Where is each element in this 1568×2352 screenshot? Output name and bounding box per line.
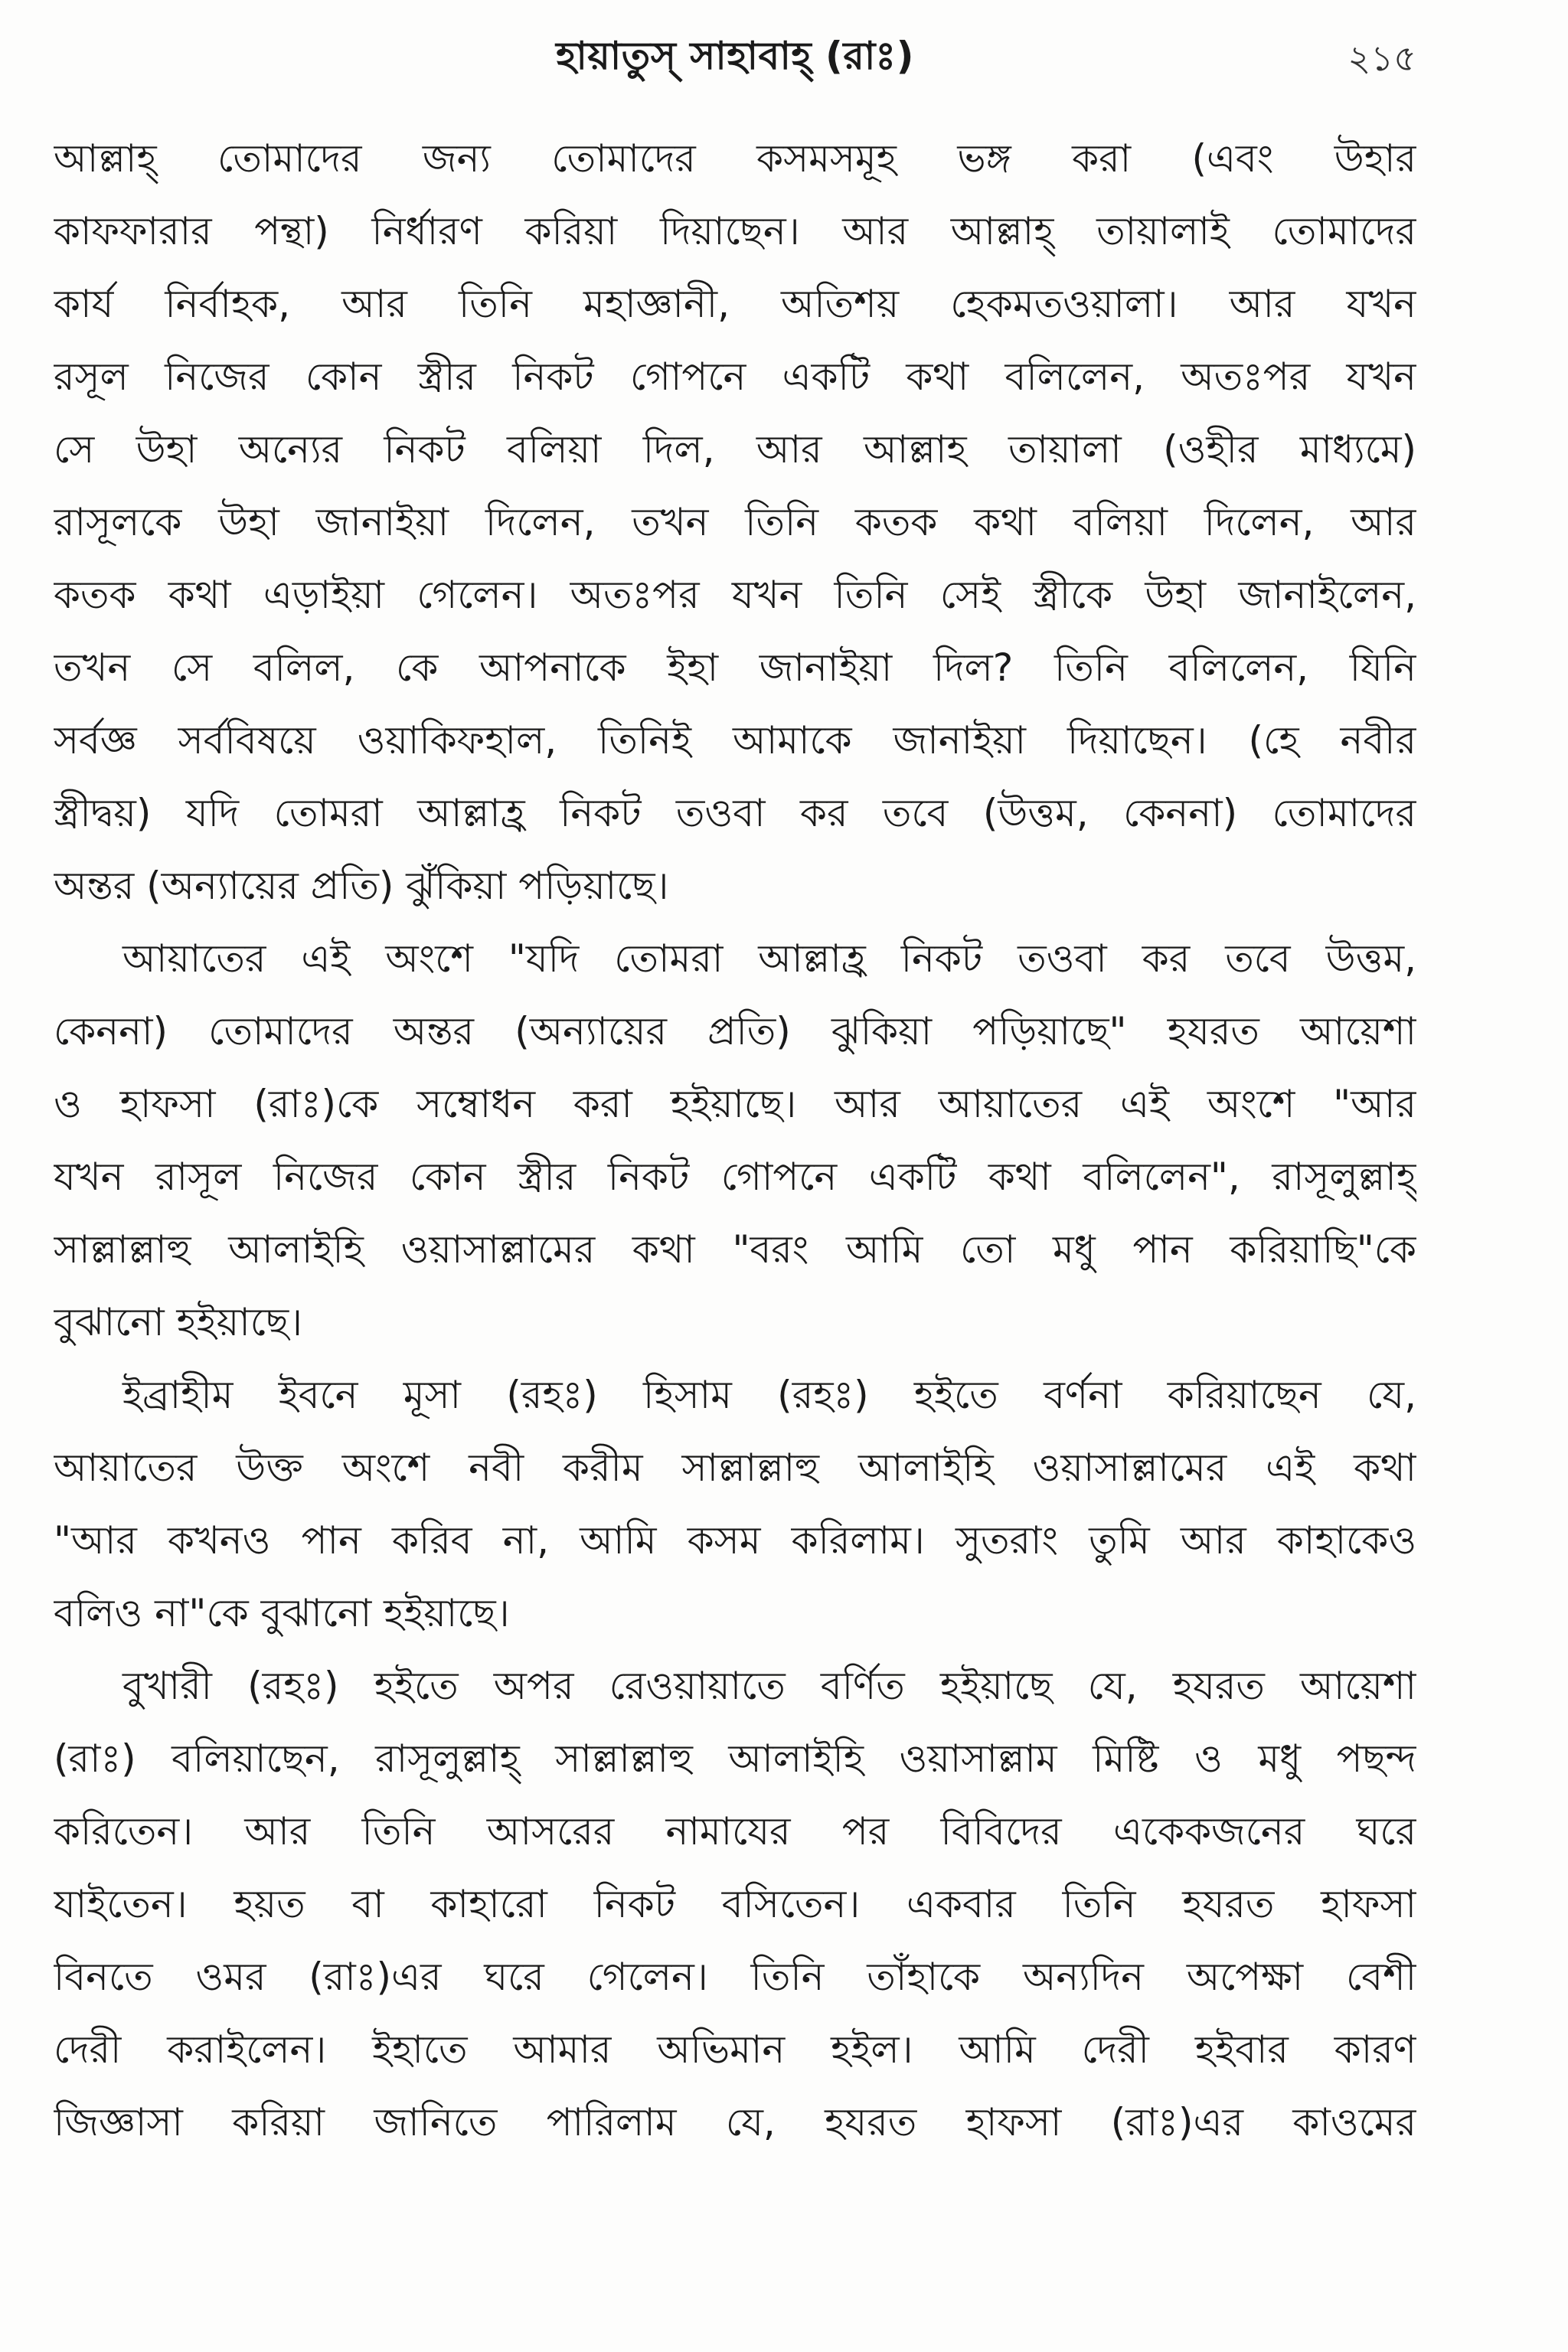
text-line: "আর কখনও পান করিব না, আমি কসম করিলাম। সুতরাং তুমি আর কাহাকেও — [54, 1518, 1416, 1563]
paragraph-1 — [54, 122, 1416, 923]
text-line: বুঝানো হইয়াছে। — [54, 1300, 302, 1344]
running-title: হায়াতুস্ সাহাবাহ্ (রাঃ) — [556, 34, 914, 78]
text-line: আল্লাহ্ তোমাদের জন্য তোমাদের কসমসমূহ ভঙ্গ করা (এবং উহার — [54, 136, 1416, 181]
text-line: রাসূলকে উহা জানাইয়া দিলেন, তখন তিনি কতক কথা বলিয়া দিলেন, আর — [54, 500, 1416, 544]
text-line: বুখারী (রহঃ) হইতে অপর রেওয়ায়াতে বর্ণিত হইয়াছে যে, হযরত আয়েশা — [122, 1664, 1416, 1708]
paragraph-3 — [54, 1359, 1416, 1650]
text-line: ও হাফসা (রাঃ)কে সম্বোধন করা হইয়াছে। আর আয়াতের এই অংশে "আর — [54, 1082, 1416, 1126]
text-line: জিজ্ঞাসা করিয়া জানিতে পারিলাম যে, হযরত হাফসা (রাঃ)এর কাওমের — [54, 2100, 1416, 2145]
text-line: আয়াতের এই অংশে "যদি তোমরা আল্লাহ্র নিকট তওবা কর তবে উত্তম, — [122, 936, 1416, 981]
page-header — [54, 21, 1416, 90]
page-number: ২১৫ — [1348, 38, 1416, 79]
text-line: করিতেন। আর তিনি আসরের নামাযের পর বিবিদের একেকজনের ঘরে — [54, 1809, 1416, 1854]
text-line: কেননা) তোমাদের অন্তর (অন্যায়ের প্রতি) ঝুকিয়া পড়িয়াছে" হযরত আয়েশা — [54, 1009, 1416, 1054]
text-line: রসূল নিজের কোন স্ত্রীর নিকট গোপনে একটি কথা বলিলেন, অতঃপর যখন — [54, 354, 1416, 399]
text-line: কাফফারার পন্থা) নির্ধারণ করিয়া দিয়াছেন। আর আল্লাহ্ তায়ালাই তোমাদের — [54, 209, 1416, 253]
text-line: (রাঃ) বলিয়াছেন, রাসূলুল্লাহ্ সাল্লাল্লাহু আলাইহি ওয়াসাল্লাম মিষ্টি ও মধু পছন্দ — [54, 1736, 1416, 1781]
text-line: স্ত্রীদ্বয়) যদি তোমরা আল্লাহ্র নিকট তওবা কর তবে (উত্তম, কেননা) তোমাদের — [54, 791, 1416, 835]
text-line: সর্বজ্ঞ সর্ববিষয়ে ওয়াকিফহাল, তিনিই আমাকে জানাইয়া দিয়াছেন। (হে নবীর — [54, 718, 1416, 763]
paragraph-2 — [54, 923, 1416, 1359]
text-line: বলিও না"কে বুঝানো হইয়াছে। — [54, 1591, 510, 1635]
body-text — [54, 122, 1416, 2159]
text-line: যাইতেন। হয়ত বা কাহারো নিকট বসিতেন। একবার তিনি হযরত হাফসা — [54, 1882, 1416, 1926]
text-line: ইব্রাহীম ইবনে মূসা (রহঃ) হিসাম (রহঃ) হইতে বর্ণনা করিয়াছেন যে, — [122, 1373, 1416, 1417]
text-line: অন্তর (অন্যায়ের প্রতি) ঝুঁকিয়া পড়িয়াছে। — [54, 864, 669, 908]
text-line: সে উহা অন্যের নিকট বলিয়া দিল, আর আল্লাহ তায়ালা (ওহীর মাধ্যমে) — [54, 427, 1416, 472]
text-line: দেরী করাইলেন। ইহাতে আমার অভিমান হইল। আমি দেরী হইবার কারণ — [54, 2027, 1416, 2072]
text-line: সাল্লাল্লাহু আলাইহি ওয়াসাল্লামের কথা "বরং আমি তো মধু পান করিয়াছি"কে — [54, 1227, 1416, 1272]
text-line: বিনতে ওমর (রাঃ)এর ঘরে গেলেন। তিনি তাঁহাকে অন্যদিন অপেক্ষা বেশী — [54, 1955, 1416, 1999]
text-line: কার্য নির্বাহক, আর তিনি মহাজ্ঞানী, অতিশয় হেকমতওয়ালা। আর যখন — [54, 282, 1416, 326]
paragraph-4 — [54, 1650, 1416, 2159]
text-line: কতক কথা এড়াইয়া গেলেন। অতঃপর যখন তিনি সেই স্ত্রীকে উহা জানাইলেন, — [54, 573, 1416, 617]
text-line: তখন সে বলিল, কে আপনাকে ইহা জানাইয়া দিল? তিনি বলিলেন, যিনি — [54, 645, 1416, 690]
text-line: যখন রাসূল নিজের কোন স্ত্রীর নিকট গোপনে একটি কথা বলিলেন", রাসূলুল্লাহ্ — [54, 1155, 1416, 1199]
text-line: আয়াতের উক্ত অংশে নবী করীম সাল্লাল্লাহু আলাইহি ওয়াসাল্লামের এই কথা — [54, 1446, 1416, 1490]
